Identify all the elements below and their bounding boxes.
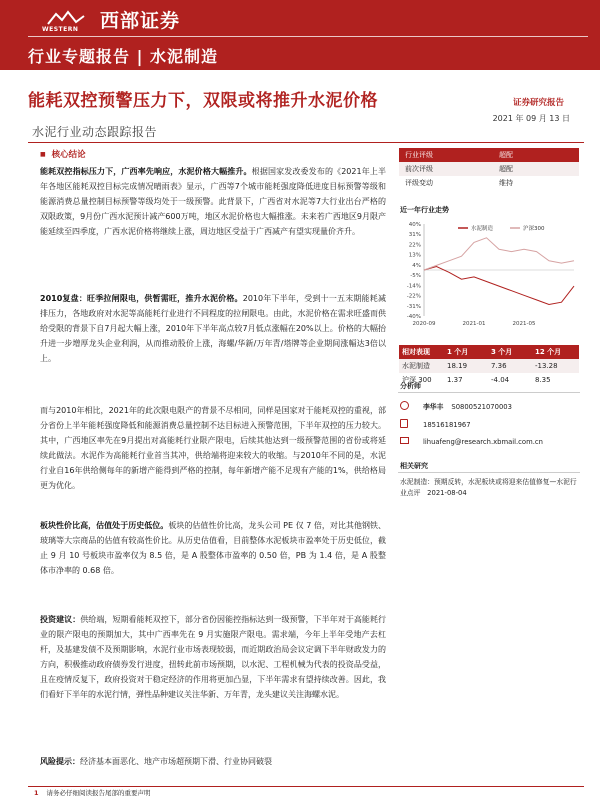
table-cell: 沪深 300 bbox=[402, 376, 432, 384]
y-tick-label: 40% bbox=[408, 222, 421, 228]
page-header bbox=[0, 0, 600, 70]
paragraph-1-body: 根据国家发改委发布的《2021年上半年各地区能耗双控目标完成情况晴雨表》显示，广西等7个城市能耗强度降低进度目标预警等级和能源消费总量控制目标预警等级均处于一级预警。此背景下，广西省对水泥等7大行业出台严格的双限政策，9月份广西水泥预计减产600万吨，地区水泥价格也大幅推涨。未来若广西地区9月限产能延续至四季度，广西水泥价格将继续上涨，周边地区受益于广西减产有望实现量价齐升。 bbox=[40, 167, 387, 236]
y-tick-label: -5% bbox=[410, 273, 421, 280]
chart-section-title: 近一年行业走势 bbox=[400, 206, 449, 214]
table-header-cell: 1 个月 bbox=[447, 348, 469, 356]
analyst-email: lihuafeng@research.xbmail.com.cn bbox=[423, 438, 543, 446]
rating-value: 超配 bbox=[499, 151, 513, 159]
table-cell: -13.28 bbox=[535, 362, 558, 370]
paragraph-5 bbox=[40, 612, 386, 702]
table-cell: 18.19 bbox=[447, 362, 468, 370]
title-rule bbox=[28, 142, 584, 143]
x-tick-label: 2021-05 bbox=[512, 321, 536, 327]
paragraph-6 bbox=[40, 754, 386, 769]
table-cell: 8.35 bbox=[535, 376, 551, 384]
page-number: 1 bbox=[34, 789, 39, 797]
rating-key: 评级变动 bbox=[405, 179, 433, 187]
related-divider bbox=[398, 472, 580, 473]
related-research: 水泥制造：预期反转，水泥板块或将迎来估值修复—水泥行业点评 2021-08-04 bbox=[400, 478, 577, 497]
x-tick-label: 2021-01 bbox=[462, 321, 486, 327]
paragraph-1-lead: 能耗双控指标压力下，广西率先响应，水泥价格大幅推升。 bbox=[40, 167, 252, 176]
report-subtitle: 水泥行业动态跟踪报告 bbox=[32, 125, 158, 139]
analyst-code: S0800521070003 bbox=[451, 403, 512, 411]
user-icon bbox=[400, 401, 409, 410]
footer-rule bbox=[28, 786, 584, 787]
report-date: 2021 年 09 月 13 日 bbox=[492, 114, 570, 123]
paragraph-3-body: 而与2010年相比，2021年的此次限电限产的背景不尽相同，同样是国家对于能耗双控的重视，部分省份上半年能耗强度降低和能源消费总量控制不达目标进入预警范围，下半年双控的压力较大。其中，广西地区率先在9月提出对高能耗行业限产限电，后续其他达到一级预警范围的省份或将延续此做法。水泥作为高能耗行业首当其冲，供给端将迎来较大的收缩。与2010年不同的是，水泥行业自16年供给侧每年的新增产能得到严格的控制，每年新增产能不足现有产能的1%，供给格局更为优化。 bbox=[40, 406, 386, 490]
paragraph-6-lead: 风险提示： bbox=[40, 757, 80, 766]
rating-row bbox=[399, 162, 579, 176]
table-cell: 7.36 bbox=[491, 362, 507, 370]
analyst-name: 李华丰 bbox=[423, 403, 444, 411]
y-tick-label: -14% bbox=[406, 283, 421, 290]
paragraph-2-lead: 2010复盘：旺季拉闸限电，供暂需旺，推升水泥价格。 bbox=[40, 294, 243, 303]
paragraph-3 bbox=[40, 403, 386, 493]
rating-row bbox=[399, 148, 579, 162]
report-category-label: 证券研究报告 bbox=[512, 98, 564, 108]
series-line-1 bbox=[424, 238, 574, 270]
paragraph-5-body: 供给端，短期看能耗双控下，部分省份因能控指标达到一级预警，下半年对于高能耗行业的限产限电的预期加大，其中广西率先在 9 月实施限产限电。需求端，今年上半年受地产去杠杆，及基建发债不及预期影响，水泥行业市场表现较弱，而近期政治局会议定调下半年财政发力的方向，积极推动政府债券发行进度，扭转此前市场预期，以水泥、工程机械为代表的投资品受益，且在疫情反复下，政府投资对于稳定经济的作用将更加凸显，下半年需求有望持续改善。因此，我们看好下半年的水泥行情，弹性品种建议关注华新、万年青，龙头建议关注海螺水泥。 bbox=[40, 615, 387, 699]
report-title: 能耗双控预警压力下，双限或将推升水泥价格 bbox=[28, 91, 378, 111]
legend-label: 水泥制造 bbox=[471, 226, 494, 232]
paragraph-6-body: 经济基本面恶化、地产市场超预期下滑、行业协同破裂 bbox=[80, 757, 272, 766]
x-tick-label: 2020-09 bbox=[412, 321, 436, 327]
paragraph-1 bbox=[40, 164, 386, 239]
report-type: 行业专题报告 | 水泥制造 bbox=[28, 47, 218, 66]
table-header-cell: 相对表现 bbox=[402, 348, 430, 356]
analyst-label: 分析师 bbox=[400, 382, 421, 390]
analyst-phone: 18516181967 bbox=[423, 421, 471, 429]
rating-box bbox=[399, 148, 579, 190]
trend-chart bbox=[398, 216, 580, 334]
table-cell: 水泥制造 bbox=[402, 362, 430, 370]
y-tick-label: 22% bbox=[408, 242, 421, 249]
table-row bbox=[399, 373, 579, 387]
paragraph-2 bbox=[40, 291, 386, 366]
paragraph-4-lead: 板块性价比高，估值处于历史低位。 bbox=[40, 521, 169, 530]
brand-name: 西部证券 bbox=[100, 10, 181, 32]
series-line-0 bbox=[424, 267, 574, 305]
table-cell: -4.04 bbox=[491, 376, 510, 384]
rating-key: 前次评级 bbox=[405, 165, 433, 173]
y-tick-label: -22% bbox=[406, 293, 421, 300]
rating-row bbox=[399, 176, 579, 190]
table-cell: 1.37 bbox=[447, 376, 463, 384]
analyst-email-row bbox=[400, 437, 543, 446]
y-tick-label: -40% bbox=[406, 314, 421, 320]
paragraph-2-body: 2010年下半年，受到十一五末期能耗减排压力，各地政府对水泥等高能耗行业进行不同程度的拉闸限电。由此，水泥价格在需求旺盛而供给受限的背景下自7月起大幅上涨，2010年下半年高点较7月低点涨幅在20%以上。价格的大幅抬升进一步增厚龙头企业利润，从而推动股价上涨，海螺/华新/万年青/塔牌等企业期间涨幅达3倍以上。 bbox=[40, 294, 387, 363]
analyst-name-row bbox=[400, 401, 512, 411]
page-footer bbox=[34, 788, 151, 797]
paragraph-5-lead: 投资建议： bbox=[40, 615, 81, 624]
logo-text: WESTERN bbox=[42, 26, 79, 33]
y-tick-label: -31% bbox=[406, 303, 421, 310]
rating-value: 维持 bbox=[499, 179, 513, 187]
paragraph-4-body: 板块的估值性价比高，龙头公司 PE 仅 7 倍，对比其他钢铁、玻璃等大宗商品的估值有较高性价比。从历史估值看，目前整体水泥板块市盈率处于历史低位，截止 9 月 10 号板块市盈率仅为 8.5 倍，是 A 股整体市盈率的 0.50 倍，PB 为 1.4 倍，是 A 股整体市净率的 0.68 倍。 bbox=[40, 521, 387, 575]
y-tick-label: 31% bbox=[408, 232, 421, 239]
paragraph-4 bbox=[40, 518, 386, 578]
phone-icon bbox=[400, 419, 408, 428]
rating-key: 行业评级 bbox=[405, 151, 433, 159]
y-tick-label: 13% bbox=[408, 252, 421, 259]
table-row bbox=[399, 359, 579, 373]
core-heading: ■ 核心结论 bbox=[40, 148, 86, 160]
legend-label: 沪深300 bbox=[523, 226, 545, 232]
analyst-phone-row bbox=[400, 419, 471, 429]
header-divider bbox=[28, 36, 588, 37]
mail-icon bbox=[400, 437, 409, 444]
performance-table bbox=[399, 345, 579, 387]
table-header-row bbox=[399, 345, 579, 359]
related-label: 相关研究 bbox=[400, 462, 428, 470]
rating-value: 超配 bbox=[499, 165, 513, 173]
analyst-divider bbox=[398, 392, 580, 393]
table-header-cell: 3 个月 bbox=[491, 348, 513, 356]
footer-disclaimer: 请务必仔细阅读报告尾部的重要声明 bbox=[46, 789, 151, 797]
table-header-cell: 12 个月 bbox=[535, 348, 562, 356]
y-tick-label: 4% bbox=[412, 262, 421, 269]
